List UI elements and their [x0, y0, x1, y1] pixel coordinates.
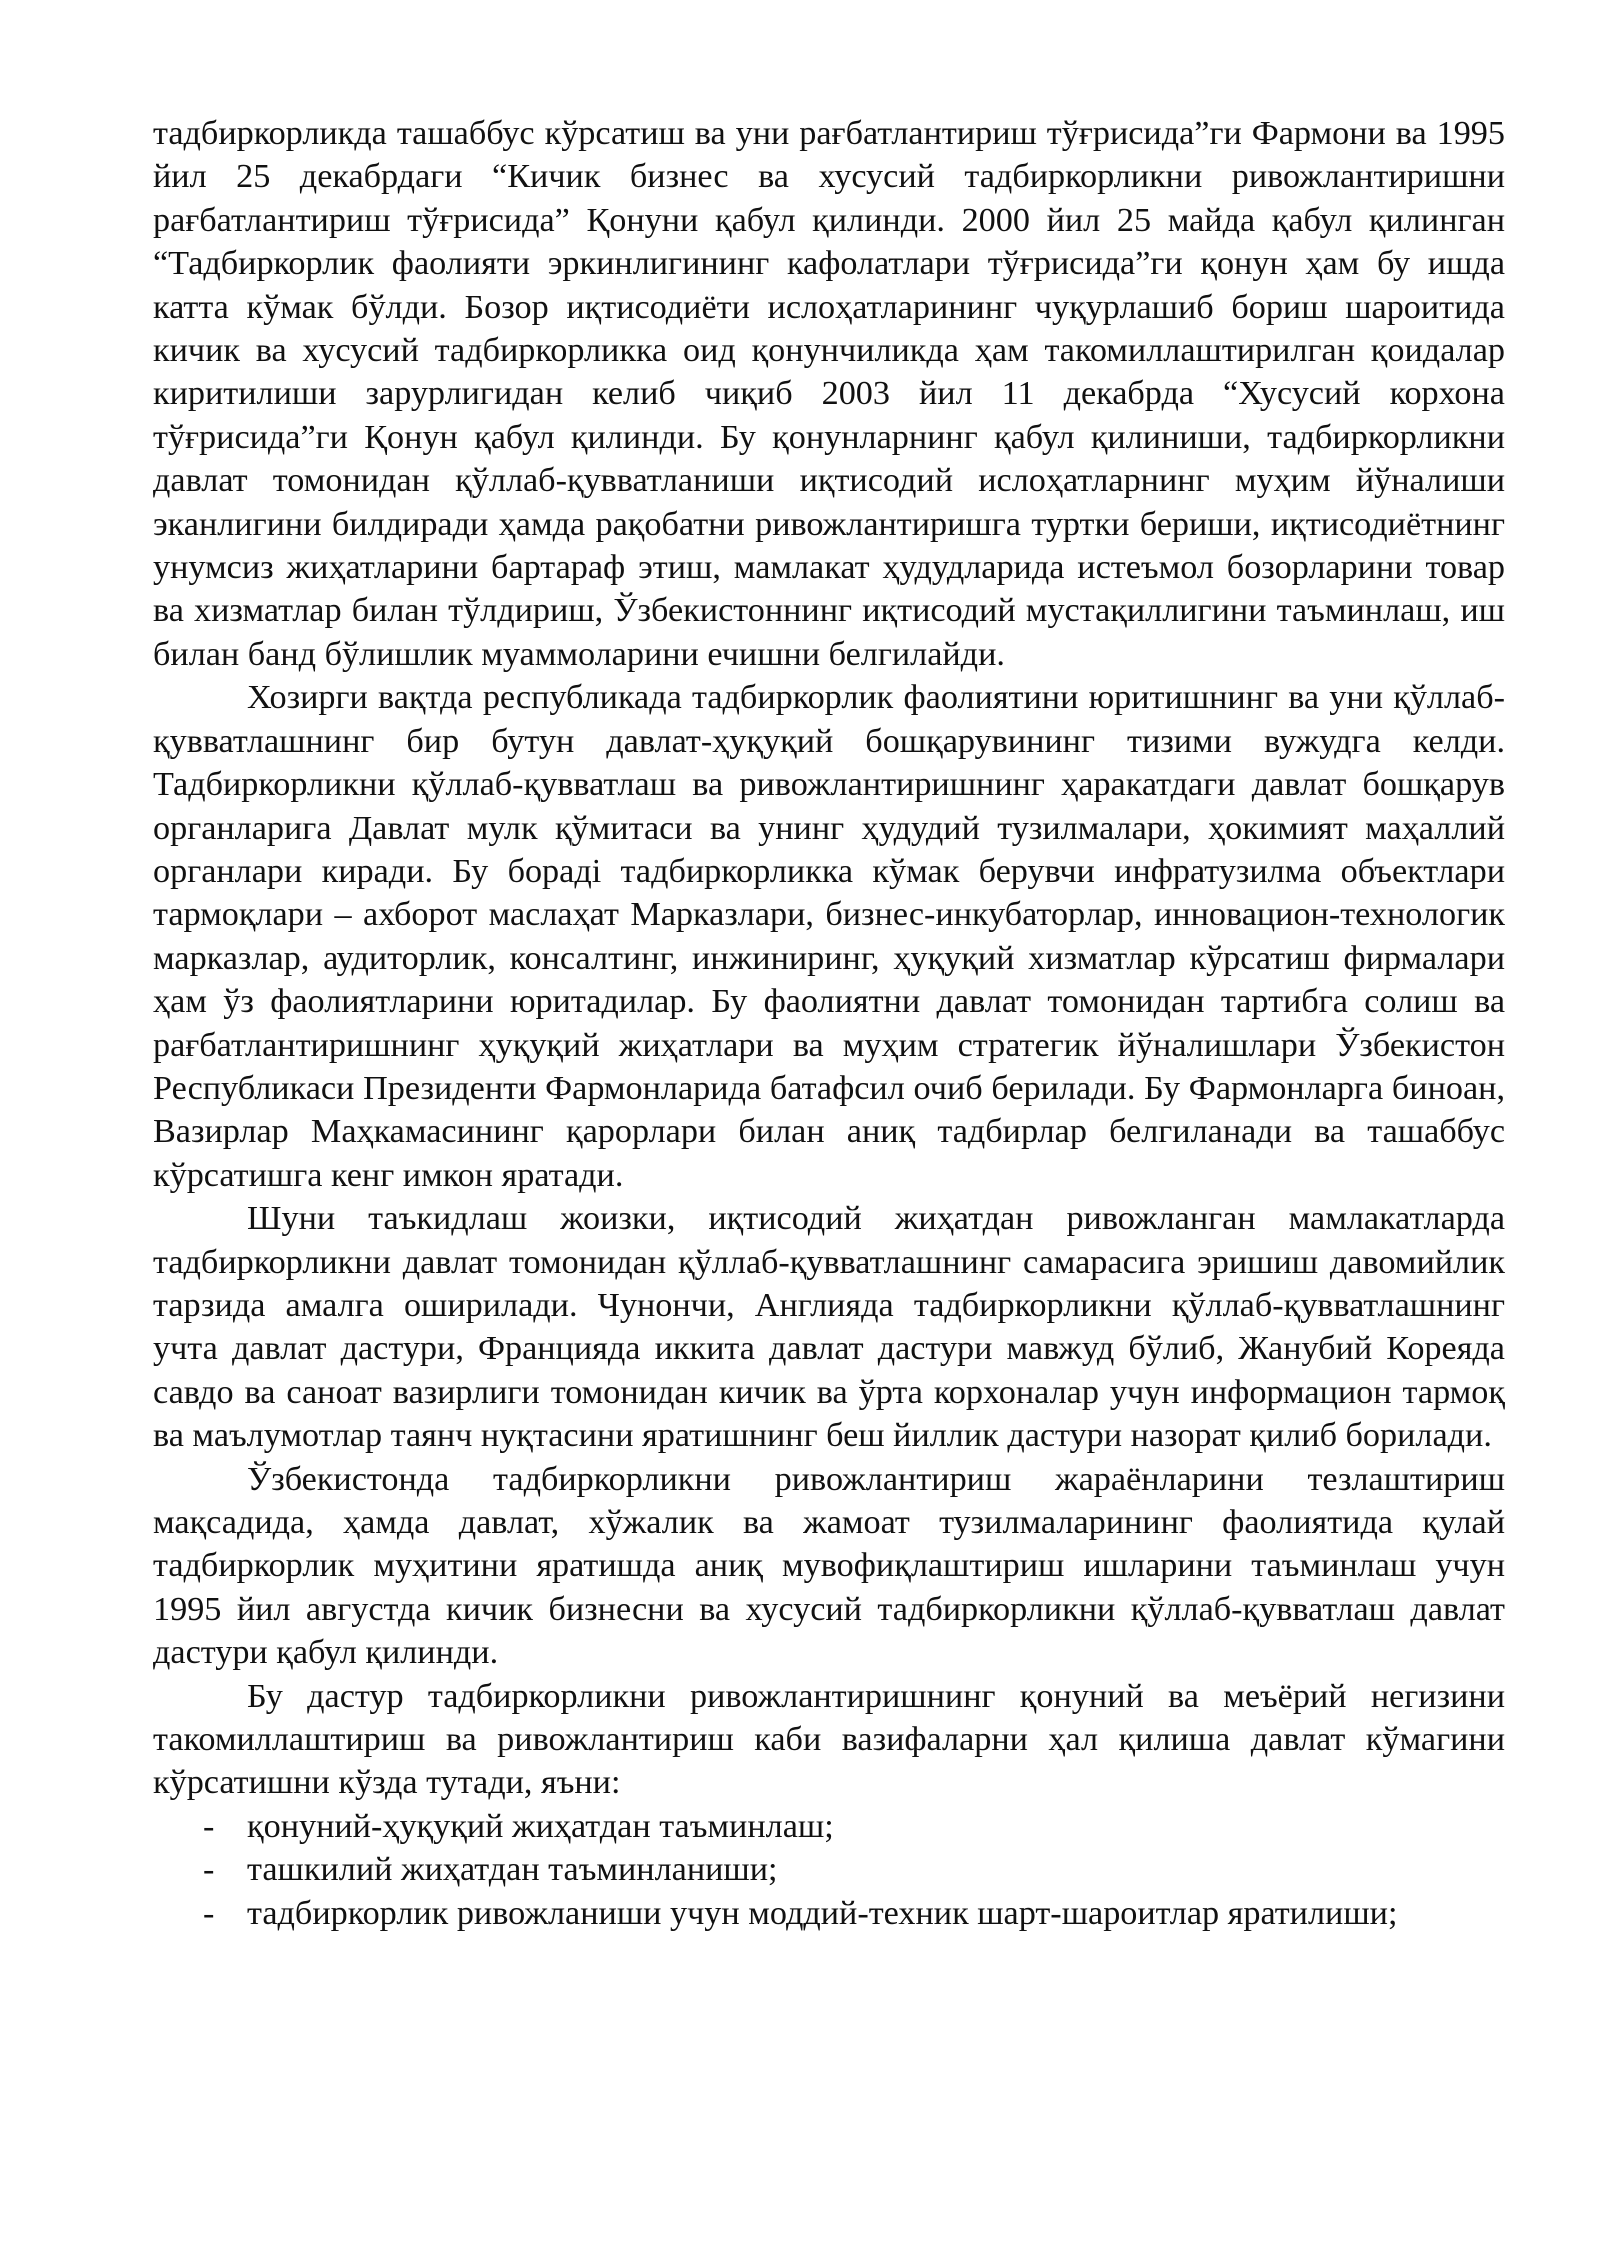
document-page	[153, 112, 1505, 1935]
task-list	[153, 1805, 1505, 1935]
list-dash: -	[203, 1807, 215, 1845]
list-item-text: тадбиркорлик ривожланиши учун моддий-техник шарт-шароитлар яратилиши;	[247, 1894, 1398, 1932]
list-item	[153, 1892, 1505, 1935]
paragraph-foreign-experience: Шуни таъкидлаш жоизки, иқтисодий жиҳатдан ривожланган мамлакатларда тадбиркорликни давлат томонидан қўллаб-қувватлашнинг самарасига эришиш давомийлик тарзида амалга оширилади. Чунончи, Англияда тадбиркорликни қўллаб-қувватлашнинг учта давлат дастури, Францияда иккита давлат дастури мавжуд бўлиб, Жанубий Кореяда савдо ва саноат вазирлиги томонидан кичик ва ўрта корхоналар учун информацион тармоқ ва маълумотлар таянч нуқтасини яратишнинг беш йиллик дастури назорат қилиб борилади.	[153, 1200, 1505, 1455]
paragraph-state-program: Ўзбекистонда тадбиркорликни ривожлантириш жараёнларини тезлаштириш мақсадида, ҳамда давлат, хўжалик ва жамоат тузилмаларининг фаолиятида қулай тадбиркорлик муҳитини яратишда аниқ мувофиқлаштириш ишларини таъминлаш учун 1995 йил августда кичик бизнесни ва хусусий тадбиркорликни қўллаб-қувватлаш давлат дастури қабул қилинди.	[153, 1460, 1505, 1672]
list-dash: -	[203, 1894, 215, 1932]
list-item-text: ташкилий жиҳатдан таъминланиши;	[247, 1851, 778, 1889]
list-item	[153, 1848, 1505, 1891]
paragraph-program-tasks: Бу дастур тадбиркорликни ривожлантиришнинг қонуний ва меъёрий негизини такомиллаштириш ва ривожлантириш каби вазифаларни ҳал қилиша давлат кўмагини кўрсатишни кўзда тутади, яъни:	[153, 1677, 1505, 1802]
paragraph-continuation: тадбиркорликда ташаббус кўрсатиш ва уни рағбатлантириш тўғрисида”ги Фармони ва 1995 йил 25 декабрдаги “Кичик бизнес ва хусусий тадбиркорликни ривожлантиришни рағбатлантириш тўғрисида” Қонуни қабул қилинди. 2000 йил 25 майда қабул қилинган “Тадбиркорлик фаолияти эркинлигининг кафолатлари тўғрисида”ги қонун ҳам бу ишда катта кўмак бўлди. Бозор иқтисодиёти ислоҳатларининг чуқурлашиб бориш шароитида кичик ва хусусий тадбиркорликка оид қонунчиликда ҳам такомиллаштирилган қоидалар киритилиши зарурлигидан келиб чиқиб 2003 йил 11 декабрда “Хусусий корхона тўғрисида”ги Қонун қабул қилинди. Бу қонунларнинг қабул қилиниши, тадбиркорликни давлат томонидан қўллаб-қувватланиши иқтисодий ислоҳатларнинг муҳим йўналиши эканлигини билдиради ҳамда рақобатни ривожлантиришга туртки бериши, иқтисодиётнинг унумсиз жиҳатларини бартараф этиш, мамлакат ҳудудларида истеъмол бозорларини товар ва хизматлар билан тўлдириш, Ўзбекистоннинг иқтисодий мустақиллигини таъминлаш, иш билан банд бўлишлик муаммоларини ечишни белгилайди.	[153, 115, 1505, 673]
paragraph-support-system: Хозирги вақтда республикада тадбиркорлик фаолиятини юритишнинг ва уни қўллаб-қувватлашнинг бир бутун давлат-ҳуқуқий бошқарувининг тизими вужудга келди. Тадбиркорликни қўллаб-қувватлаш ва ривожлантиришнинг ҳаракатдаги давлат бошқарув органларига Давлат мулк қўмитаси ва унинг ҳудудий тузилмалари, ҳокимият маҳаллий органлари киради. Бу борадi тадбиркорликка кўмак берувчи инфратузилма объектлари тармоқлари – ахборот маслаҳат Марказлари, бизнес-инкубаторлар, инновацион-технологик марказлар, аудиторлик, консалтинг, инжиниринг, ҳуқуқий хизматлар кўрсатиш фирмалари ҳам ўз фаолиятларини юритадилар. Бу фаолиятни давлат томонидан тартибга солиш ва рағбатлантиришнинг ҳуқуқий жиҳатлари ва муҳим стратегик йўналишлари Ўзбекистон Республикаси Президенти Фармонларида батафсил очиб берилади. Бу Фармонларга биноан, Вазирлар Маҳкамасининг қарорлари билан аниқ тадбирлар белгиланади ва ташаббус кўрсатишга кенг имкон яратади.	[153, 679, 1505, 1194]
list-dash: -	[203, 1851, 215, 1889]
list-item	[153, 1805, 1505, 1848]
list-item-text: қонуний-ҳуқуқий жиҳатдан таъминлаш;	[247, 1807, 834, 1845]
